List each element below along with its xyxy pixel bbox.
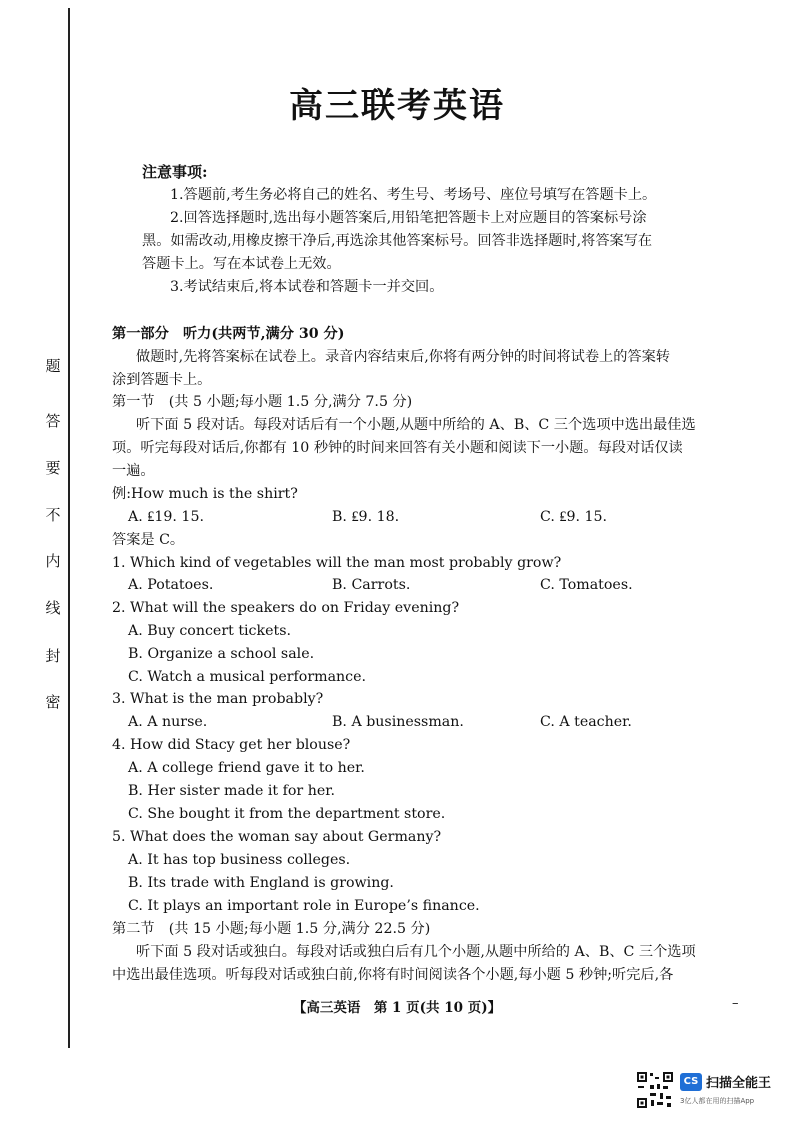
page-title: 高三联考英语 bbox=[289, 86, 505, 126]
option: B. ₤9. 18. bbox=[332, 509, 400, 525]
option: B. Carrots. bbox=[332, 577, 411, 593]
binding-char: 不 bbox=[45, 506, 61, 524]
binding-char: 封 bbox=[45, 647, 61, 665]
option: C. Tomatoes. bbox=[540, 577, 633, 593]
notice-item: 2.回答选择题时,选出每小题答案后,用铅笔把答题卡上对应题目的答案标号涂 bbox=[170, 210, 647, 226]
example-question: 例:How much is the shirt? bbox=[112, 486, 298, 502]
section-heading: 第二节 (共 15 小题;每小题 1.5 分,满分 22.5 分) bbox=[112, 921, 431, 937]
question: 3. What is the man probably? bbox=[112, 691, 324, 707]
paragraph-line: 做题时,先将答案标在试卷上。录音内容结束后,你将有两分钟的时间将试卷上的答案转 bbox=[136, 349, 670, 365]
question: 4. How did Stacy get her blouse? bbox=[112, 737, 351, 753]
paragraph-line: 涂到答题卡上。 bbox=[112, 372, 212, 388]
binding-char: 内 bbox=[45, 552, 61, 570]
binding-char: 题 bbox=[45, 357, 61, 375]
binding-line bbox=[68, 8, 70, 1048]
option: A. A college friend gave it to her. bbox=[128, 760, 365, 776]
binding-char: 答 bbox=[45, 412, 61, 430]
example-answer: 答案是 C。 bbox=[112, 532, 185, 548]
notice-item: 1.答题前,考生务必将自己的姓名、考生号、考场号、座位号填写在答题卡上。 bbox=[170, 187, 657, 203]
question: 5. What does the woman say about Germany? bbox=[112, 829, 442, 845]
option: C. A teacher. bbox=[540, 714, 632, 730]
option: A. ₤19. 15. bbox=[128, 509, 204, 525]
option: A. Buy concert tickets. bbox=[128, 623, 291, 639]
binding-char: 线 bbox=[45, 599, 61, 617]
paragraph-line: 听下面 5 段对话或独白。每段对话或独白后有几个小题,从题中所给的 A、B、C 三个选项 bbox=[136, 944, 696, 960]
option: B. Organize a school sale. bbox=[128, 646, 315, 662]
option: C. It plays an important role in Europe’s finance. bbox=[128, 898, 480, 914]
binding-char: 密 bbox=[45, 693, 61, 711]
question: 1. Which kind of vegetables will the man most probably grow? bbox=[112, 555, 562, 571]
scanner-tagline: 3亿人都在用的扫描App bbox=[680, 1097, 755, 1105]
option: B. Her sister made it for her. bbox=[128, 783, 335, 799]
binding-char: 要 bbox=[45, 459, 61, 477]
notice-item: 黑。如需改动,用橡皮擦干净后,再选涂其他答案标号。回答非选择题时,将答案写在 bbox=[142, 233, 653, 249]
notice-item: 答题卡上。写在本试卷上无效。 bbox=[142, 256, 341, 272]
question: 2. What will the speakers do on Friday evening? bbox=[112, 600, 460, 616]
notice-heading: 注意事项: bbox=[142, 163, 208, 181]
option: C. Watch a musical performance. bbox=[128, 669, 367, 685]
part-heading: 第一部分 听力(共两节,满分 30 分) bbox=[112, 326, 345, 342]
paragraph-line: 听下面 5 段对话。每段对话后有一个小题,从题中所给的 A、B、C 三个选项中选出最佳选 bbox=[136, 417, 696, 433]
paragraph-line: 一遍。 bbox=[112, 463, 155, 479]
scanner-name: 扫描全能王 bbox=[706, 1076, 772, 1091]
page-footer: 【高三英语 第 1 页(共 10 页)】 bbox=[292, 1000, 502, 1016]
option: A. It has top business colleges. bbox=[128, 852, 351, 868]
paragraph-line: 项。听完每段对话后,你都有 10 秒钟的时间来回答有关小题和阅读下一小题。每段对话仅读 bbox=[112, 440, 683, 456]
option: A. A nurse. bbox=[128, 714, 208, 730]
option: C. She bought it from the department store. bbox=[128, 806, 446, 822]
paragraph-line: 中选出最佳选项。听每段对话或独白前,你将有时间阅读各个小题,每小题 5 秒钟;听完后,各 bbox=[112, 967, 674, 983]
option: C. ₤9. 15. bbox=[540, 509, 608, 525]
option: B. A businessman. bbox=[332, 714, 464, 730]
section-heading: 第一节 (共 5 小题;每小题 1.5 分,满分 7.5 分) bbox=[112, 394, 413, 410]
option: A. Potatoes. bbox=[128, 577, 214, 593]
footer-mark: – bbox=[732, 996, 739, 1011]
option: B. Its trade with England is growing. bbox=[128, 875, 394, 891]
scanner-logo-icon: CS bbox=[680, 1073, 702, 1091]
notice-item: 3.考试结束后,将本试卷和答题卡一并交回。 bbox=[170, 279, 444, 295]
qr-code-icon bbox=[636, 1071, 674, 1109]
